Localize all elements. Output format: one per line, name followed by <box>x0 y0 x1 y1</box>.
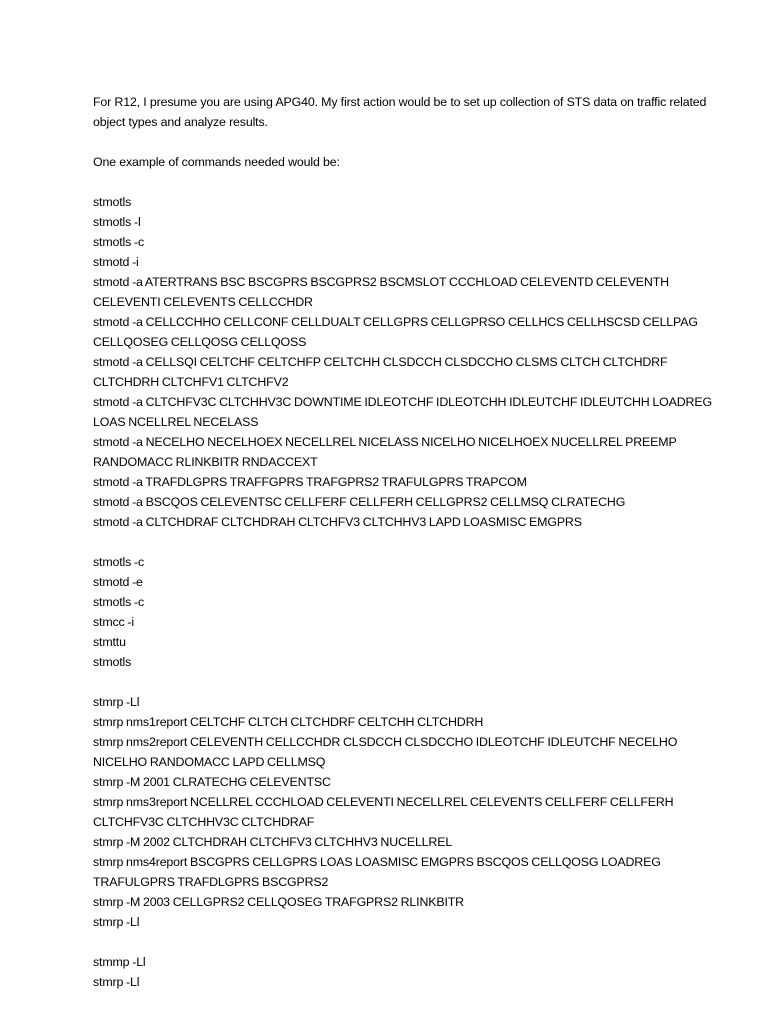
command-line: stmcc -i <box>93 615 134 629</box>
command-line: stmotls -l <box>93 215 141 229</box>
command-line: stmrp -Ll <box>93 975 140 989</box>
spacer <box>93 932 733 952</box>
command-line: stmotls <box>93 195 132 209</box>
command-line: stmrp nms4report BSCGPRS CELLGPRS LOAS LOASMISC EMGPRS BSCQOS CELLQOSG LOADREG TRAFULGPRS TRAFDLGPRS BSCGPRS2 <box>93 855 661 889</box>
example-heading: One example of commands needed would be: <box>93 155 340 169</box>
spacer <box>93 172 733 192</box>
intro-paragraph: For R12, I presume you are using APG40. My first action would be to set up collection of STS data on traffic related object types and analyze results. <box>93 95 707 129</box>
command-line: stmrp nms2report CELEVENTH CELLCCHDR CLSDCCH CLSDCCHO IDLEOTCHF IDLEUTCHF NECELHO NICELHO RANDOMACC LAPD CELLMSQ <box>93 735 678 769</box>
command-line: stmotd -a CLTCHDRAF CLTCHDRAH CLTCHFV3 CLTCHHV3 LAPD LOASMISC EMGPRS <box>93 515 582 529</box>
command-line: stmotd -a NECELHO NECELHOEX NECELLREL NICELASS NICELHO NICELHOEX NUCELLREL PREEMP RANDOMACC RLINKBITR RNDACCEXT <box>93 435 677 469</box>
spacer <box>93 672 733 692</box>
document-page <box>93 92 733 992</box>
command-line: stmotd -a TRAFDLGPRS TRAFFGPRS TRAFGPRS2 TRAFULGPRS TRAPCOM <box>93 475 527 489</box>
command-block-4 <box>93 952 733 992</box>
command-line: stmrp -M 2001 CLRATECHG CELEVENTSC <box>93 775 331 789</box>
command-line: stmotls -c <box>93 555 145 569</box>
command-line: stmotd -i <box>93 255 139 269</box>
command-line: stmttu <box>93 635 126 649</box>
command-line: stmotd -a CELLSQI CELTCHF CELTCHFP CELTCHH CLSDCCH CLSDCCHO CLSMS CLTCH CLTCHDRF CLTCHDRH CLTCHFV1 CLTCHFV2 <box>93 355 668 389</box>
command-line: stmotd -a CELLCCHHO CELLCONF CELLDUALT CELLGPRS CELLGPRSO CELLHCS CELLHSCSD CELLPAG CELLQOSEG CELLQOSG CELLQOSS <box>93 315 698 349</box>
command-line: stmmp -Ll <box>93 955 146 969</box>
command-line: stmotls <box>93 655 132 669</box>
command-block-2 <box>93 552 733 672</box>
command-line: stmotls -c <box>93 235 145 249</box>
command-line: stmrp -Ll <box>93 695 140 709</box>
command-line: stmotd -e <box>93 575 143 589</box>
command-line: stmotls -c <box>93 595 145 609</box>
command-line: stmrp -M 2003 CELLGPRS2 CELLQOSEG TRAFGPRS2 RLINKBITR <box>93 895 464 909</box>
command-line: stmrp -Ll <box>93 915 140 929</box>
command-block-3 <box>93 692 733 932</box>
command-line: stmotd -a ATERTRANS BSC BSCGPRS BSCGPRS2 BSCMSLOT CCCHLOAD CELEVENTD CELEVENTH CELEVENTI CELEVENTS CELLCCHDR <box>93 275 669 309</box>
command-line: stmotd -a CLTCHFV3C CLTCHHV3C DOWNTIME IDLEOTCHF IDLEOTCHH IDLEUTCHF IDLEUTCHH LOADREG LOAS NCELLREL NECELASS <box>93 395 712 429</box>
spacer <box>93 132 733 152</box>
command-line: stmotd -a BSCQOS CELEVENTSC CELLFERF CELLFERH CELLGPRS2 CELLMSQ CLRATECHG <box>93 495 626 509</box>
command-line: stmrp nms1report CELTCHF CLTCH CLTCHDRF CELTCHH CLTCHDRH <box>93 715 484 729</box>
command-line: stmrp -M 2002 CLTCHDRAH CLTCHFV3 CLTCHHV3 NUCELLREL <box>93 835 453 849</box>
spacer <box>93 532 733 552</box>
command-block-1 <box>93 192 733 532</box>
command-line: stmrp nms3report NCELLREL CCCHLOAD CELEVENTI NECELLREL CELEVENTS CELLFERF CELLFERH CLTCHFV3C CLTCHHV3C CLTCHDRAF <box>93 795 674 829</box>
